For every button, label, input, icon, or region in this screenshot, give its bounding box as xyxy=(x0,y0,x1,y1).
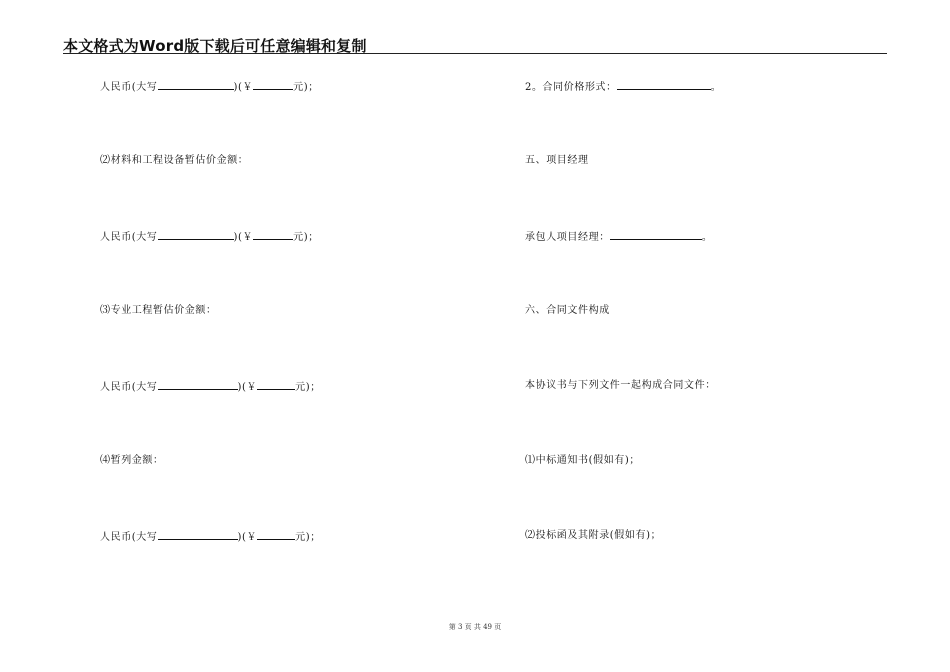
rmb-label: 人民币(大写 xyxy=(100,532,158,543)
yuan-symbol-label: )(￥ xyxy=(237,532,258,543)
contract-price-form-line xyxy=(525,79,721,95)
yuan-symbol-label: )(￥ xyxy=(233,82,254,93)
contract-documents-intro: 本协议书与下列文件一起构成合同文件： xyxy=(525,380,716,391)
yuan-symbol-label: )(￥ xyxy=(233,232,254,243)
contractor-pm-line xyxy=(525,229,712,245)
contract-price-form-blank xyxy=(617,79,711,90)
materials-provisional-sum-heading: ⑵材料和工程设备暂估价金额： xyxy=(100,155,249,166)
tender-letter-item: ⑵投标函及其附录(假如有)； xyxy=(525,530,662,541)
project-manager-heading: 五、项目经理 xyxy=(525,155,589,166)
yuan-suffix: 元)； xyxy=(295,532,321,543)
contractor-pm-label: 承包人项目经理： xyxy=(525,232,610,243)
rmb-label: 人民币(大写 xyxy=(100,382,158,393)
amount-words-blank xyxy=(158,529,238,540)
amount-words-blank xyxy=(158,379,238,390)
period-mark: 。 xyxy=(710,82,722,93)
contractor-pm-blank xyxy=(610,229,702,240)
left-rmb-line-3 xyxy=(100,379,321,395)
contract-price-form-label: 2。合同价格形式： xyxy=(525,82,617,93)
amount-words-blank xyxy=(158,79,234,90)
left-rmb-line-1 xyxy=(100,79,319,95)
amount-number-blank xyxy=(253,79,293,90)
amount-number-blank xyxy=(257,529,295,540)
award-letter-item: ⑴中标通知书(假如有)； xyxy=(525,455,641,466)
specialty-provisional-sum-heading: ⑶专业工程暂估价金额： xyxy=(100,305,217,316)
yuan-suffix: 元)； xyxy=(293,82,319,93)
amount-number-blank xyxy=(257,379,295,390)
left-rmb-line-2 xyxy=(100,229,319,245)
page-header-title: 本文格式为Word版下载后可任意编辑和复制 xyxy=(63,37,367,55)
contract-documents-heading: 六、合同文件构成 xyxy=(525,305,610,316)
yuan-suffix: 元)； xyxy=(293,232,319,243)
rmb-label: 人民币(大写 xyxy=(100,232,158,243)
amount-words-blank xyxy=(158,229,234,240)
rmb-label: 人民币(大写 xyxy=(100,82,158,93)
yuan-suffix: 元)； xyxy=(295,382,321,393)
period-mark: 。 xyxy=(701,232,713,243)
yuan-symbol-label: )(￥ xyxy=(237,382,258,393)
amount-number-blank xyxy=(253,229,293,240)
left-rmb-line-4 xyxy=(100,529,321,545)
provisional-sum-heading: ⑷暂列金额： xyxy=(100,455,164,466)
page-number-footer: 第 3 页 共 49 页 xyxy=(448,623,502,631)
header-divider xyxy=(63,53,887,54)
